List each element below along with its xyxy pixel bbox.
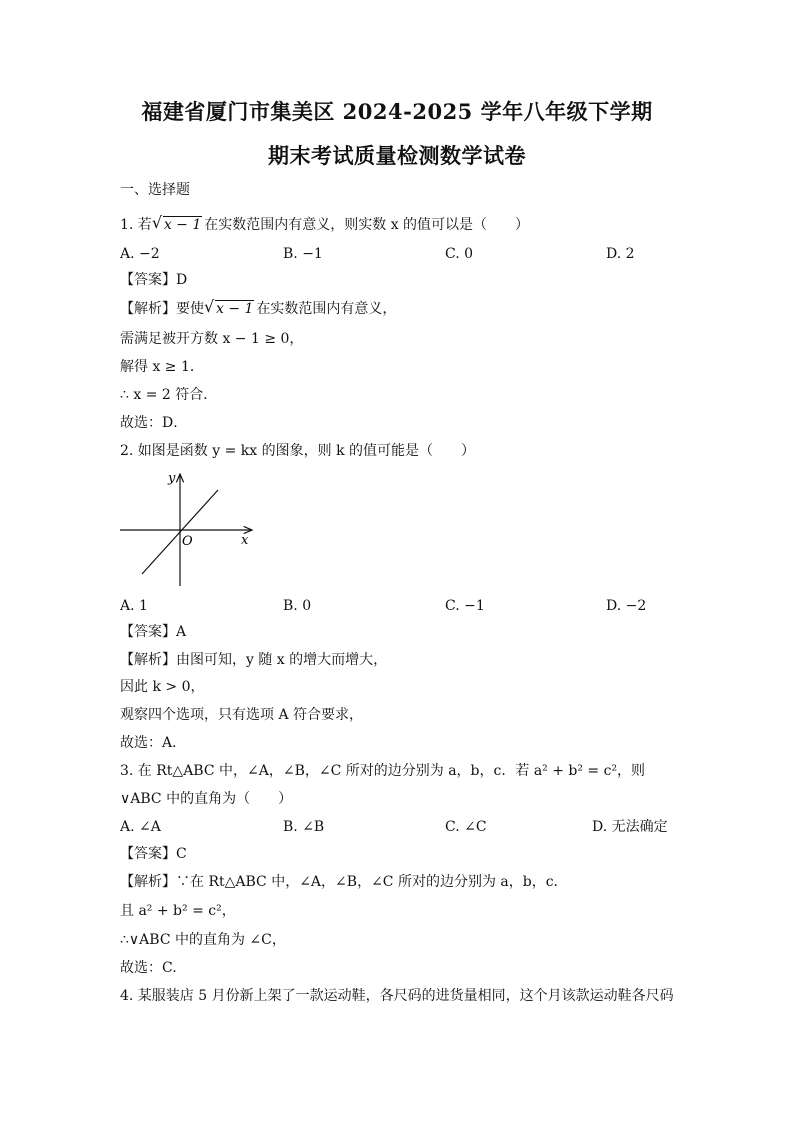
q2-step-3: 观察四个选项，只有选项 A 符合要求， <box>120 707 364 723</box>
q2-step-2: 因此 k > 0， <box>120 679 205 695</box>
q1-step-4: 故选：D． <box>120 415 188 431</box>
section-heading: 一、选择题 <box>120 182 190 198</box>
x-axis-label: x <box>241 533 249 548</box>
q1-option-a: A. −2 <box>120 246 160 262</box>
q2-option-d: D. −2 <box>606 598 647 614</box>
sqrt-expression <box>206 299 254 319</box>
q3-step-1: 【解析】∵在 Rt△ABC 中，∠A，∠B，∠C 所对的边分别为 a，b，c． <box>120 874 568 890</box>
q1-analysis-suffix: 在实数范围内有意义， <box>256 301 397 317</box>
q2-option-c: C. −1 <box>445 598 485 614</box>
q1-stem <box>120 215 529 235</box>
q3-step-2: 且 a² + b² = c²， <box>120 903 236 919</box>
q3-stem-line-2: ∨ABC 中的直角为（ ） <box>120 791 293 807</box>
q2-option-b: B. 0 <box>283 598 312 614</box>
q3-stem-line-1: 3. 在 Rt△ABC 中，∠A，∠B，∠C 所对的边分别为 a，b，c．若 a² + b² = c²，则 <box>120 763 646 779</box>
q1-step-2: 解得 x ≥ 1． <box>120 359 204 375</box>
q2-step-1: 【解析】由图可知，y 随 x 的增大而增大， <box>120 652 388 668</box>
q1-option-b: B. −1 <box>283 246 323 262</box>
q3-option-d: D. 无法确定 <box>592 819 668 835</box>
q3-option-c: C. ∠C <box>445 819 487 835</box>
y-axis-label: y <box>168 471 176 486</box>
q2-stem: 2. 如图是函数 y = kx 的图象，则 k 的值可能是（ ） <box>120 443 476 459</box>
q1-stem-prefix: 1. 若 <box>120 217 152 233</box>
q1-option-c: C. 0 <box>445 246 474 262</box>
q1-answer: 【答案】D <box>120 272 188 288</box>
q3-option-a: A. ∠A <box>120 819 161 835</box>
q3-answer: 【答案】C <box>120 846 187 862</box>
q3-step-3: ∴∨ABC 中的直角为 ∠C， <box>120 932 286 948</box>
exam-title-line-2: 期末考试质量检测数学试卷 <box>268 143 526 168</box>
q3-step-4: 故选：C. <box>120 960 177 976</box>
q1-stem-suffix: 在实数范围内有意义，则实数 x 的值可以是（ ） <box>204 217 530 233</box>
q1-analysis <box>120 299 396 319</box>
q4-stem-line-1: 4. 某服装店 5 月份新上架了一款运动鞋，各尺码的进货量相同，这个月该款运动鞋各尺码 <box>120 988 674 1004</box>
q1-option-d: D. 2 <box>606 246 635 262</box>
q1-step-3: ∴ x = 2 符合． <box>120 387 218 403</box>
q2-answer: 【答案】A <box>120 624 187 640</box>
q1-analysis-radicand: x − 1 <box>216 301 254 317</box>
q2-function-graph <box>112 468 262 590</box>
q1-radicand: x − 1 <box>163 217 202 233</box>
exam-title-line-1: 福建省厦门市集美区 2024-2025 学年八年级下学期 <box>141 99 653 124</box>
q2-step-4: 故选：A． <box>120 735 187 751</box>
origin-label: O <box>182 534 193 549</box>
sqrt-expression <box>154 215 202 235</box>
q1-step-1: 需满足被开方数 x − 1 ≥ 0， <box>120 331 304 347</box>
q2-option-a: A. 1 <box>120 598 148 614</box>
q1-analysis-prefix: 【解析】要使 <box>120 301 204 317</box>
q3-option-b: B. ∠B <box>283 819 325 835</box>
